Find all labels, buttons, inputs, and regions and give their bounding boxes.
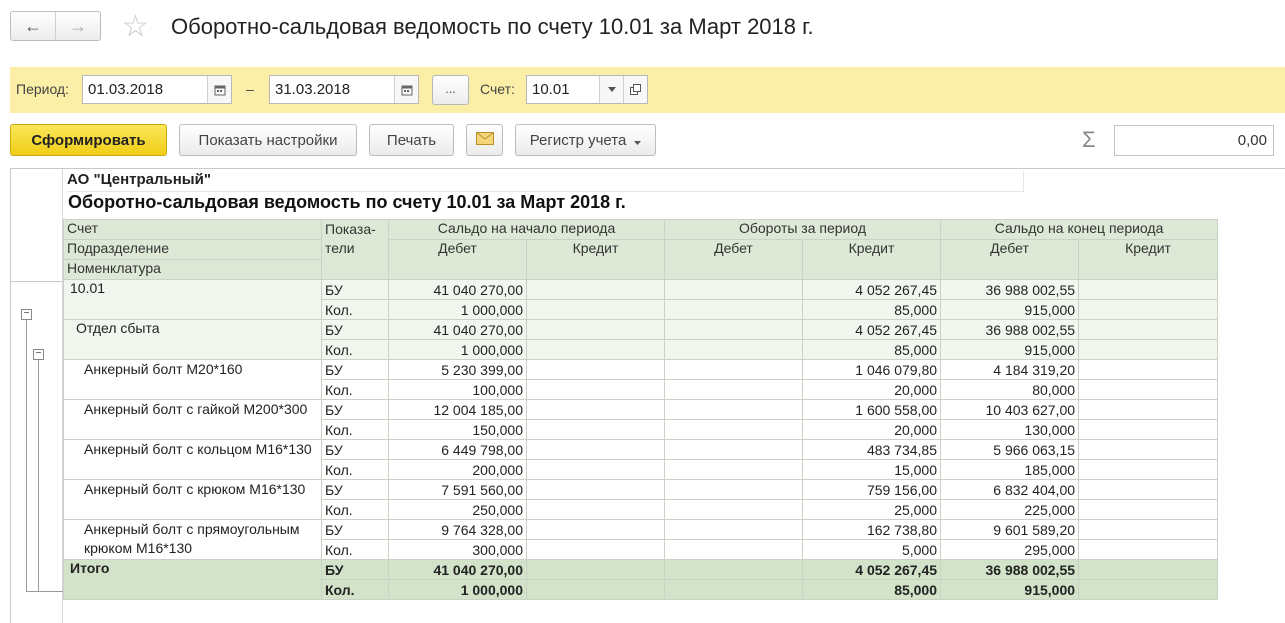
register-button[interactable]	[515, 124, 656, 156]
account-value: 10.01	[532, 81, 570, 98]
value-cell	[1079, 520, 1218, 540]
value-cell	[665, 460, 803, 480]
value-cell: 85,000	[803, 300, 941, 320]
indicator-cell: БУ	[322, 280, 389, 300]
value-cell: 4 184 319,20	[941, 360, 1079, 380]
period-label: Период:	[16, 81, 69, 97]
value-cell	[1079, 460, 1218, 480]
value-cell	[1079, 580, 1218, 600]
period-dash: –	[246, 81, 254, 97]
header-indicators: Показа- тели	[322, 220, 389, 280]
value-cell	[665, 440, 803, 460]
value-cell	[1079, 480, 1218, 500]
table-row[interactable]	[64, 480, 1218, 500]
value-cell: 20,000	[803, 380, 941, 400]
value-cell	[527, 520, 665, 540]
value-cell: 250,000	[389, 500, 527, 520]
value-cell	[527, 440, 665, 460]
value-cell: 25,000	[803, 500, 941, 520]
value-cell	[527, 320, 665, 340]
forward-icon[interactable]: →	[55, 12, 100, 40]
value-cell: 20,000	[803, 420, 941, 440]
header-credit: Кредит	[803, 240, 941, 280]
header-account: Счет	[64, 220, 322, 240]
total-label: Итого	[64, 560, 322, 600]
value-cell: 915,000	[941, 340, 1079, 360]
value-cell	[527, 460, 665, 480]
calendar-icon[interactable]	[207, 76, 231, 103]
date-to-field[interactable]	[269, 75, 419, 104]
value-cell: 225,000	[941, 500, 1079, 520]
value-cell: 130,000	[941, 420, 1079, 440]
indicator-cell: Кол.	[322, 540, 389, 560]
value-cell	[665, 280, 803, 300]
value-cell	[665, 360, 803, 380]
calendar-icon[interactable]	[394, 76, 418, 103]
value-cell	[665, 340, 803, 360]
value-cell	[665, 300, 803, 320]
indicator-cell: БУ	[322, 440, 389, 460]
indicator-cell: Кол.	[322, 420, 389, 440]
value-cell	[527, 340, 665, 360]
date-from-field[interactable]	[82, 75, 232, 104]
value-cell: 759 156,00	[803, 480, 941, 500]
params-panel	[10, 67, 1285, 113]
header-closing-balance: Сальдо на конец периода	[941, 220, 1218, 240]
value-cell: 5 230 399,00	[389, 360, 527, 380]
table-row[interactable]	[64, 520, 1218, 540]
value-cell: 5 966 063,15	[941, 440, 1079, 460]
value-cell: 12 004 185,00	[389, 400, 527, 420]
total-row[interactable]	[64, 560, 1218, 580]
row-name: Анкерный болт с прямоугольным крюком М16*130	[64, 520, 322, 560]
value-cell: 6 449 798,00	[389, 440, 527, 460]
row-name: Отдел сбыта	[64, 320, 322, 360]
value-cell: 36 988 002,55	[941, 280, 1079, 300]
value-cell	[665, 320, 803, 340]
value-cell: 41 040 270,00	[389, 560, 527, 580]
header-turnover: Обороты за период	[665, 220, 941, 240]
header-credit: Кредит	[527, 240, 665, 280]
value-cell: 5,000	[803, 540, 941, 560]
value-cell	[1079, 400, 1218, 420]
value-cell: 483 734,85	[803, 440, 941, 460]
back-icon[interactable]: ←	[24, 15, 42, 36]
indicator-cell: Кол.	[322, 380, 389, 400]
value-cell	[1079, 380, 1218, 400]
value-cell: 1 046 079,80	[803, 360, 941, 380]
page-title: Оборотно-сальдовая ведомость по счету 10.01 за Март 2018 г.	[171, 14, 814, 39]
star-icon[interactable]: ☆	[122, 10, 149, 43]
value-cell: 200,000	[389, 460, 527, 480]
value-cell	[665, 420, 803, 440]
indicator-cell: Кол.	[322, 500, 389, 520]
value-cell	[1079, 340, 1218, 360]
collapse-icon[interactable]: −	[33, 349, 44, 360]
envelope-icon	[476, 132, 494, 149]
account-field[interactable]	[526, 75, 648, 104]
generate-button[interactable]: Сформировать	[10, 124, 167, 156]
header-opening-balance: Сальдо на начало периода	[389, 220, 665, 240]
value-cell	[665, 480, 803, 500]
value-cell: 9 764 328,00	[389, 520, 527, 540]
value-cell	[1079, 440, 1218, 460]
value-cell: 162 738,80	[803, 520, 941, 540]
indicator-cell: Кол.	[322, 340, 389, 360]
value-cell: 1 600 558,00	[803, 400, 941, 420]
date-from-value: 01.03.2018	[88, 81, 164, 98]
value-cell: 300,000	[389, 540, 527, 560]
value-cell	[1079, 300, 1218, 320]
header-row	[64, 240, 1218, 260]
value-cell: 915,000	[941, 580, 1079, 600]
row-name: Анкерный болт с гайкой М200*300	[64, 400, 322, 440]
value-cell: 915,000	[941, 300, 1079, 320]
value-cell: 150,000	[389, 420, 527, 440]
sum-field: 0,00	[1114, 125, 1274, 156]
header-row	[64, 220, 1218, 240]
value-cell: 1 000,000	[389, 340, 527, 360]
value-cell	[527, 560, 665, 580]
indicator-cell: БУ	[322, 400, 389, 420]
indicator-cell: БУ	[322, 480, 389, 500]
table-row[interactable]	[64, 280, 1218, 300]
register-label: Регистр учета	[529, 131, 627, 149]
value-cell: 85,000	[803, 340, 941, 360]
print-button[interactable]: Печать	[369, 124, 454, 156]
value-cell: 9 601 589,20	[941, 520, 1079, 540]
table-row[interactable]	[64, 320, 1218, 340]
value-cell	[527, 400, 665, 420]
value-cell: 15,000	[803, 460, 941, 480]
value-cell: 7 591 560,00	[389, 480, 527, 500]
value-cell: 1 000,000	[389, 300, 527, 320]
value-cell	[527, 540, 665, 560]
indicator-cell: Кол.	[322, 580, 389, 600]
organization-name: АО "Центральный"	[67, 171, 1024, 192]
value-cell: 36 988 002,55	[941, 320, 1079, 340]
report-table	[63, 219, 1218, 600]
account-label: Счет:	[480, 81, 515, 97]
report-area	[10, 168, 1285, 623]
title-bar	[0, 0, 1285, 58]
value-cell	[1079, 320, 1218, 340]
value-cell	[527, 380, 665, 400]
indicator-cell: Кол.	[322, 460, 389, 480]
value-cell: 85,000	[803, 580, 941, 600]
indicator-cell: БУ	[322, 320, 389, 340]
value-cell	[1079, 420, 1218, 440]
value-cell: 100,000	[389, 380, 527, 400]
table-row[interactable]	[64, 440, 1218, 460]
value-cell	[1079, 360, 1218, 380]
indicator-cell: БУ	[322, 520, 389, 540]
show-settings-button[interactable]: Показать настройки	[179, 124, 357, 156]
value-cell	[1079, 560, 1218, 580]
value-cell	[665, 540, 803, 560]
table-row[interactable]	[64, 360, 1218, 380]
value-cell	[527, 580, 665, 600]
value-cell: 41 040 270,00	[389, 320, 527, 340]
value-cell	[665, 500, 803, 520]
period-select-button[interactable]: ...	[432, 75, 469, 105]
value-cell	[527, 420, 665, 440]
value-cell	[527, 500, 665, 520]
nav-buttons	[10, 11, 101, 41]
row-name: 10.01	[64, 280, 322, 320]
chevron-down-icon	[634, 132, 641, 149]
row-name: Анкерный болт с крюком М16*130	[64, 480, 322, 520]
header-nomenclature: Номенклатура	[64, 260, 322, 280]
value-cell: 295,000	[941, 540, 1079, 560]
value-cell	[1079, 540, 1218, 560]
value-cell	[665, 580, 803, 600]
value-cell	[665, 560, 803, 580]
value-cell: 41 040 270,00	[389, 280, 527, 300]
row-name: Анкерный болт с кольцом М16*130	[64, 440, 322, 480]
value-cell	[527, 280, 665, 300]
value-cell: 4 052 267,45	[803, 280, 941, 300]
value-cell	[527, 480, 665, 500]
header-credit: Кредит	[1079, 240, 1218, 280]
header-department: Подразделение	[64, 240, 322, 260]
header-debit: Дебет	[941, 240, 1079, 280]
value-cell: 10 403 627,00	[941, 400, 1079, 420]
chevron-down-icon[interactable]	[599, 76, 623, 103]
indicator-cell: Кол.	[322, 300, 389, 320]
value-cell	[1079, 500, 1218, 520]
value-cell: 4 052 267,45	[803, 560, 941, 580]
value-cell	[527, 360, 665, 380]
value-cell: 80,000	[941, 380, 1079, 400]
header-debit: Дебет	[665, 240, 803, 280]
value-cell: 6 832 404,00	[941, 480, 1079, 500]
sigma-icon: Σ	[1082, 127, 1096, 152]
collapse-icon[interactable]: −	[21, 309, 32, 320]
header-debit: Дебет	[389, 240, 527, 280]
value-cell	[1079, 280, 1218, 300]
value-cell	[665, 380, 803, 400]
value-cell: 4 052 267,45	[803, 320, 941, 340]
value-cell: 185,000	[941, 460, 1079, 480]
value-cell: 1 000,000	[389, 580, 527, 600]
row-name: Анкерный болт М20*160	[64, 360, 322, 400]
date-to-value: 31.03.2018	[275, 81, 351, 98]
value-cell	[665, 520, 803, 540]
value-cell	[665, 400, 803, 420]
open-icon[interactable]	[623, 76, 647, 103]
indicator-cell: БУ	[322, 560, 389, 580]
report-title: Оборотно-сальдовая ведомость по счету 10.01 за Март 2018 г.	[68, 192, 626, 212]
indicator-cell: БУ	[322, 360, 389, 380]
value-cell	[527, 300, 665, 320]
table-row[interactable]	[64, 400, 1218, 420]
email-button[interactable]	[466, 124, 503, 156]
value-cell: 36 988 002,55	[941, 560, 1079, 580]
